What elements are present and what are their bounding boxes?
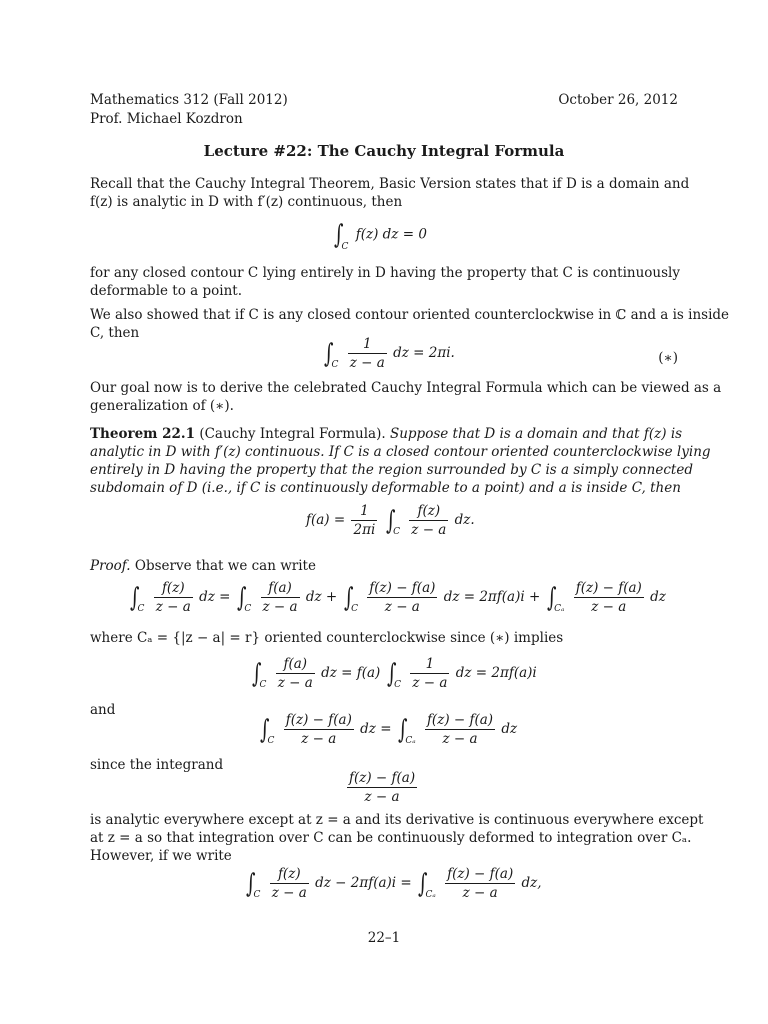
fraction — [261, 580, 300, 615]
paragraph-text: where Cₐ = {|z − a| = r} oriented counterclockwise since (∗) implies — [90, 630, 564, 646]
fraction-numerator: f(z) − f(a) — [447, 866, 514, 882]
paragraph-text: deformable to a point. — [90, 283, 242, 299]
equation-text: dz — [360, 721, 376, 737]
integral-subscript: Cₐ — [554, 604, 565, 614]
theorem-text: entirely in D having the property that the region surrounded by C is a simply connected — [90, 462, 693, 478]
fraction — [351, 503, 377, 538]
paragraph-text: Observe that we can write — [134, 558, 316, 574]
paragraph-text: Recall that the Cauchy Integral Theorem, Basic Version states that if D is a domain and — [90, 176, 690, 192]
integral-subscript: Cₐ — [405, 736, 416, 746]
fraction-denominator: 2πi — [353, 522, 376, 538]
equation-text: dz. — [454, 512, 475, 528]
equation-star — [322, 336, 455, 371]
equation-text: dz, — [521, 875, 542, 891]
theorem-text: Suppose that D is a domain and that f(z) is — [389, 426, 683, 442]
equation-text: dz = f(a) — [321, 665, 381, 681]
equation-text: dz — [650, 589, 666, 605]
fraction — [410, 656, 449, 691]
equation-text: dz — [501, 721, 518, 737]
fraction-numerator: f(z) − f(a) — [285, 712, 352, 728]
fraction-denominator: z − a — [367, 597, 437, 615]
fraction — [154, 580, 193, 615]
integral-subscript: C — [341, 241, 349, 252]
fraction-denominator: z − a — [445, 883, 515, 901]
fraction-numerator: f(z) − f(a) — [575, 580, 642, 596]
equation-text: dz — [199, 589, 215, 605]
theorem-label: Theorem 22.1 — [90, 426, 196, 442]
theorem-text: analytic in D with f′(z) continuous. If C is a closed contour oriented counterclockwise lying — [90, 444, 711, 460]
paragraph-text: for any closed contour C lying entirely in D having the property that C is continuously — [90, 265, 680, 281]
page-number: 22–1 — [367, 930, 401, 946]
fraction-denominator: z − a — [349, 355, 385, 371]
fraction — [425, 712, 495, 747]
integral-subscript: C — [267, 736, 275, 746]
paragraph-text: We also showed that if C is any closed contour oriented counterclockwise in ℂ and a is inside — [90, 307, 730, 323]
theorem-first-line — [90, 426, 683, 442]
integral-subscript: C — [393, 527, 400, 537]
equation-text: dz = 2πf(a)i + — [443, 589, 541, 605]
integral-subscript: C — [394, 680, 402, 690]
paragraph-text: since the integrand — [90, 757, 224, 773]
fraction-numerator: f(a) — [283, 656, 308, 672]
integral-sign: ∫ — [334, 220, 344, 250]
equation-integral-zero — [332, 222, 427, 252]
equation-tag: (∗) — [658, 350, 678, 366]
equation-integrand — [345, 770, 419, 805]
paragraph-text: and — [90, 702, 116, 718]
equation-text: dz − 2πf(a)i = — [315, 875, 412, 891]
fraction-denominator: z − a — [425, 729, 495, 747]
fraction-numerator: 1 — [425, 656, 435, 672]
fraction — [347, 770, 417, 805]
theorem-name: (Cauchy Integral Formula). — [199, 426, 386, 442]
integral-subscript: C — [137, 604, 145, 614]
proof-first-line — [90, 558, 680, 574]
integral-subscript: C — [244, 604, 252, 614]
fraction-numerator: 1 — [362, 336, 372, 352]
lecture-date: October 26, 2012 — [558, 92, 678, 108]
fraction-numerator: f(z) − f(a) — [426, 712, 494, 728]
fraction — [270, 866, 309, 901]
theorem-text: subdomain of D (i.e., if C is continuously deformable to a point) and a is inside C, then — [90, 480, 681, 496]
fraction — [284, 712, 354, 747]
instructor-name: Prof. Michael Kozdron — [90, 111, 243, 127]
fraction-denominator: z − a — [277, 675, 313, 691]
fraction — [445, 866, 515, 901]
course-name: Mathematics 312 (Fall 2012) — [90, 92, 288, 108]
equation-implies: $\int_C$ $\frac{f(a)}{z - a}$ dz = f(a) $\int_C$ $\frac{1}{z - a}$ dz = 2πf(a)i — [252, 656, 537, 691]
paragraph-text: C, then — [90, 325, 140, 341]
equation-cauchy-integral-formula — [306, 503, 475, 538]
equation-text: f(a) = — [306, 512, 346, 528]
integral-subscript: Cₐ — [425, 890, 436, 900]
fraction-denominator: z − a — [155, 599, 191, 615]
fraction — [574, 580, 644, 615]
fraction-denominator: z − a — [271, 885, 307, 901]
fraction-denominator: z − a — [284, 729, 354, 747]
paragraph-text: However, if we write — [90, 848, 232, 864]
fraction-numerator: f(z) − f(a) — [369, 580, 436, 596]
integral-sign: ∫ — [324, 338, 334, 369]
fraction — [367, 580, 437, 615]
fraction-numerator: f(z) — [161, 580, 185, 596]
paragraph-text: Our goal now is to derive the celebrated Cauchy Integral Formula which can be viewed as a — [90, 380, 722, 396]
fraction-numerator: f(z) − f(a) — [349, 770, 416, 786]
integral-sign: ∫ — [385, 505, 396, 536]
fraction-denominator: z − a — [262, 599, 298, 615]
fraction-numerator: f(z) — [277, 866, 301, 882]
equation-and: $\int_C$ $\frac{f(z) - f(a)}{z - a}$ dz = $\int_{C_a}$ $\frac{f(z) - f(a)}{z - a}$ dz — [260, 712, 518, 747]
equation-text: dz — [305, 589, 322, 605]
fraction-denominator: z − a — [411, 522, 447, 538]
fraction-denominator: z − a — [574, 597, 644, 615]
lecture-title: Lecture #22: The Cauchy Integral Formula — [203, 142, 565, 160]
integral-subscript: C — [259, 680, 267, 690]
fraction-numerator: 1 — [360, 503, 369, 519]
fraction-numerator: f(z) — [417, 503, 441, 519]
paragraph-text: f(z) is analytic in D with f′(z) continuous, then — [90, 194, 403, 210]
equation-proof-decomposition: $\int_C$ $\frac{f(z)}{z - a}$ dz = $\int_C$ $\frac{f(a)}{z - a}$ dz + $\int_C$ $\frac{f(z) - f(a)}{z - a}$ dz = $2\pi f(a)i + \int_{C_a}$ $\frac{f(z) - f(a)}{z - a}$ dz — [130, 580, 666, 615]
equation-text: f(z) dz = 0 — [355, 226, 427, 243]
integral-subscript: C — [351, 604, 358, 614]
fraction-denominator: z − a — [412, 675, 448, 691]
fraction — [409, 503, 448, 538]
paragraph-text: is analytic everywhere except at z = a and its derivative is continuous everywhere except — [90, 812, 704, 828]
integral-subscript: C — [253, 890, 261, 900]
fraction — [348, 336, 387, 371]
integral-subscript: C — [331, 360, 339, 370]
fraction-numerator: f(a) — [268, 580, 292, 596]
proof-label: Proof. — [90, 558, 131, 574]
equation-text: dz = 2πi. — [393, 345, 455, 361]
fraction — [276, 656, 315, 691]
paragraph-text: at z = a so that integration over C can be continuously deformed to integration over Cₐ. — [90, 830, 692, 846]
fraction-denominator: z − a — [347, 787, 417, 805]
equation-rewrite: $\int_C$ $\frac{f(z)}{z - a}$ dz − $2\pi f(a)i = \int_{C_a}$ $\frac{f(z) - f(a)}{z - a}$ dz, — [246, 866, 542, 901]
paragraph-text: generalization of (∗). — [90, 398, 234, 414]
equation-text: dz = 2πf(a)i — [455, 665, 537, 681]
